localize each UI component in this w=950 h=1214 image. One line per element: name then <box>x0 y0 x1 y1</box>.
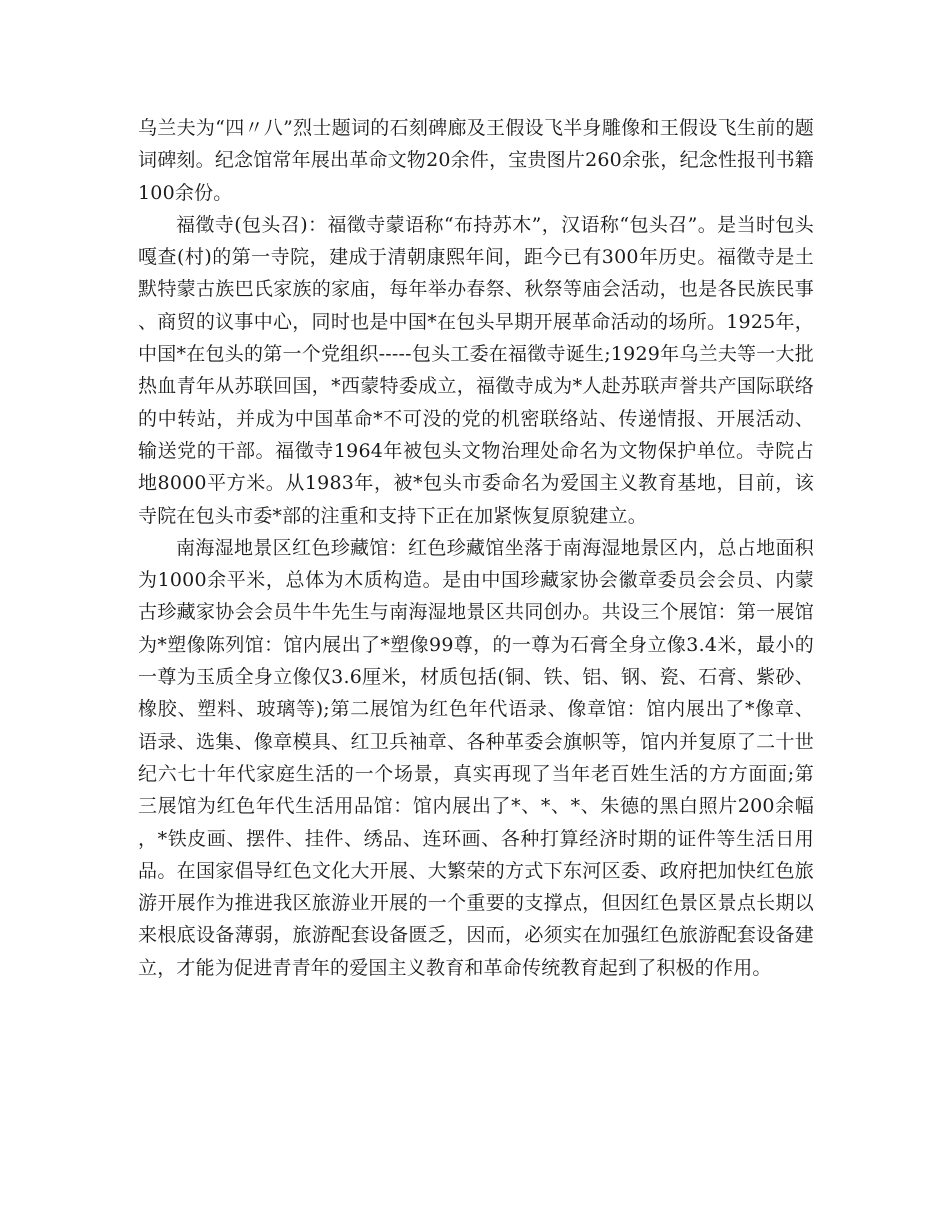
paragraph-memorial-continued: 乌兰夫为“四〃八”烈士题词的石刻碑廊及王假设飞半身雕像和王假设飞生前的题词碑刻。纪念馆常年展出革命文物20余件，宝贵图片260余张，纪念性报刊书籍100余份。 <box>138 117 814 204</box>
document-page <box>138 112 814 984</box>
paragraph-fuzheng-temple: 福徵寺(包头召)：福徵寺蒙语称“布持苏木”，汉语称“包头召”。是当时包头嘎查(村)的第一寺院，建成于清朝康熙年间，距今已有300年历史。福徵寺是土默特蒙古族巴氏家族的家庙，每年举办春祭、秋祭等庙会活动，也是各民族民事、商贸的议事中心，同时也是中国*在包头早期开展革命活动的场所。1925年，中国*在包头的第一个党组织-----包头工委在福徵寺诞生;1929年乌兰夫等一大批热血青年从苏联回国，*西蒙特委成立，福徵寺成为*人赴苏联声誉共产国际联络的中转站，并成为中国革命*不可没的党的机密联络站、传递情报、开展活动、输送党的干部。福徵寺1964年被包头文物治理处命名为文物保护单位。寺院占地8000平方米。从1983年，被*包头市委命名为爱国主义教育基地，目前，该寺院在包头市委*部的注重和支持下正在加紧恢复原貌建立。 <box>138 213 814 527</box>
paragraph-red-collection-hall: 南海湿地景区红色珍藏馆：红色珍藏馆坐落于南海湿地景区内，总占地面积为1000余平米，总体为木质构造。是由中国珍藏家协会徽章委员会会员、内蒙古珍藏家协会会员牛牛先生与南海湿地景区共同创办。共设三个展馆：第一展馆为*塑像陈列馆：馆内展出了*塑像99尊，的一尊为石膏全身立像3.4米，最小的一尊为玉质全身立像仅3.6厘米，材质包括(铜、铁、铝、钢、瓷、石膏、紫砂、橡胶、塑料、玻璃等);第二展馆为红色年代语录、像章馆：馆内展出了*像章、语录、选集、像章模具、红卫兵袖章、各种革委会旗帜等，馆内并复原了二十世纪六七十年代家庭生活的一个场景，真实再现了当年老百姓生活的方方面面;第三展馆为红色年代生活用品馆：馆内展出了*、*、*、朱德的黑白照片200余幅，*铁皮画、摆件、挂件、绣品、连环画、各种打算经济时期的证件等生活日用品。在国家倡导红色文化大开展、大繁荣的方式下东河区委、政府把加快红色旅游开展作为推进我区旅游业开展的一个重要的支撑点，但因红色景区景点长期以来根底设备薄弱，旅游配套设备匮乏，因而，必须实在加强红色旅游配套设备建立，才能为促进青青年的爱国主义教育和革命传统教育起到了积极的作用。 <box>138 536 814 979</box>
